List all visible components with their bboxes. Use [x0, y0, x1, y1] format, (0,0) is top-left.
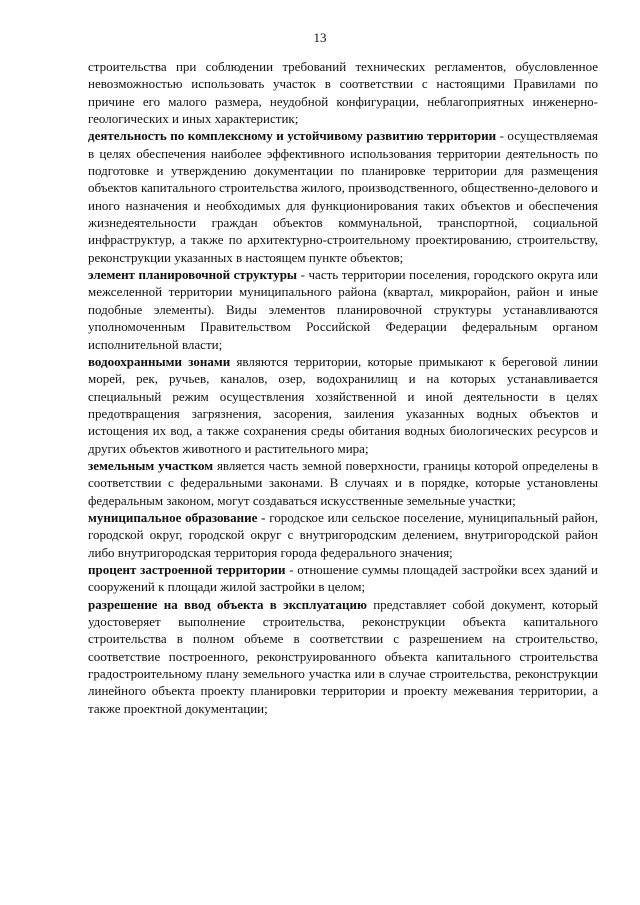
definition-term: деятельность по комплексному и устойчивому развитию территории	[88, 128, 497, 144]
definition-entry	[88, 561, 598, 596]
definition-text: - часть территории поселения, городского округа или межселенной территории муниципального района (квартал, микрорайон, район и иные подобные элементы). Виды элементов планировочной структуры устанавливаются уполномоченным Правительством Российской Федерации федеральным органом исполнительной власти;	[88, 267, 599, 352]
definition-term: водоохранными зонами	[88, 353, 231, 369]
definition-text: представляет собой документ, который удостоверяет выполнение строительства, реконструкции объекта капитального строительства в полном объеме в соответствии с разрешением на строительство, соответствие построенного, реконструированного объекта капитального строительства градостроительному плану земельного участка или в случае строительства, реконструкции линейного объекта проекту планировки территории и проекту межевания территории, а также проектной документации;	[88, 596, 598, 716]
definition-entry	[88, 509, 598, 561]
definition-entry	[88, 596, 598, 717]
definition-term: муниципальное образование -	[88, 509, 266, 525]
definition-entry	[88, 127, 598, 266]
definition-text: является часть земной поверхности, границы которой определены в соответствии с федеральными законами. В случаях и в порядке, которые установлены федеральным законом, могут создаваться искусственные земельные участки;	[88, 457, 598, 508]
definition-text: являются территории, которые примыкают к береговой линии морей, рек, ручьев, каналов, озер, водохранилищ и на которых устанавливается специальный режим осуществления хозяйственной и иной деятельности в целях предотвращения загрязнения, засорения, заиления указанных водных объектов и истощения их вод, а также сохранения среды обитания водных биологических ресурсов и других объектов животного и растительного мира;	[88, 353, 598, 456]
document-body	[88, 58, 598, 717]
definition-entry	[88, 266, 598, 353]
definition-term: элемент планировочной структуры	[88, 267, 298, 283]
definition-entry	[88, 353, 598, 457]
definition-entry	[88, 58, 598, 127]
definition-text: - отношение суммы площадей застройки всех зданий и сооружений к площади жилой застройки в целом;	[88, 561, 598, 595]
definition-term: процент застроенной территории	[88, 561, 286, 577]
definition-term: земельным участком	[88, 457, 214, 473]
definition-text: городское или сельское поселение, муниципальный район, городской округ, городской округ с внутригородским делением, внутригородской район либо внутригородская территория города федерального значения;	[88, 509, 598, 560]
definition-text: строительства при соблюдении требований технических регламентов, обусловленное невозможностью использовать участок в соответствии с настоящими Правилами по причине его малого размера, неудобной конфигурации, неблагоприятных инженерно-геологических и иных характеристик;	[88, 59, 598, 127]
definition-entry	[88, 457, 598, 509]
definition-text: - осуществляемая в целях обеспечения наиболее эффективного использования территории деятельность по подготовке и утверждению документации по планировке территории для размещения объектов капитального строительства жилого, производственного, общественно-делового и иного назначения и необходимых для функционирования таких объектов и обеспечения жизнедеятельности граждан объектов коммунальной, транспортной, социальной инфраструктур, а также по архитектурно-строительному проектированию, строительству, реконструкции указанных в настоящем пункте объектов;	[88, 128, 598, 265]
page-number: 13	[313, 30, 327, 45]
definition-term: разрешение на ввод объекта в эксплуатацию	[88, 596, 367, 612]
